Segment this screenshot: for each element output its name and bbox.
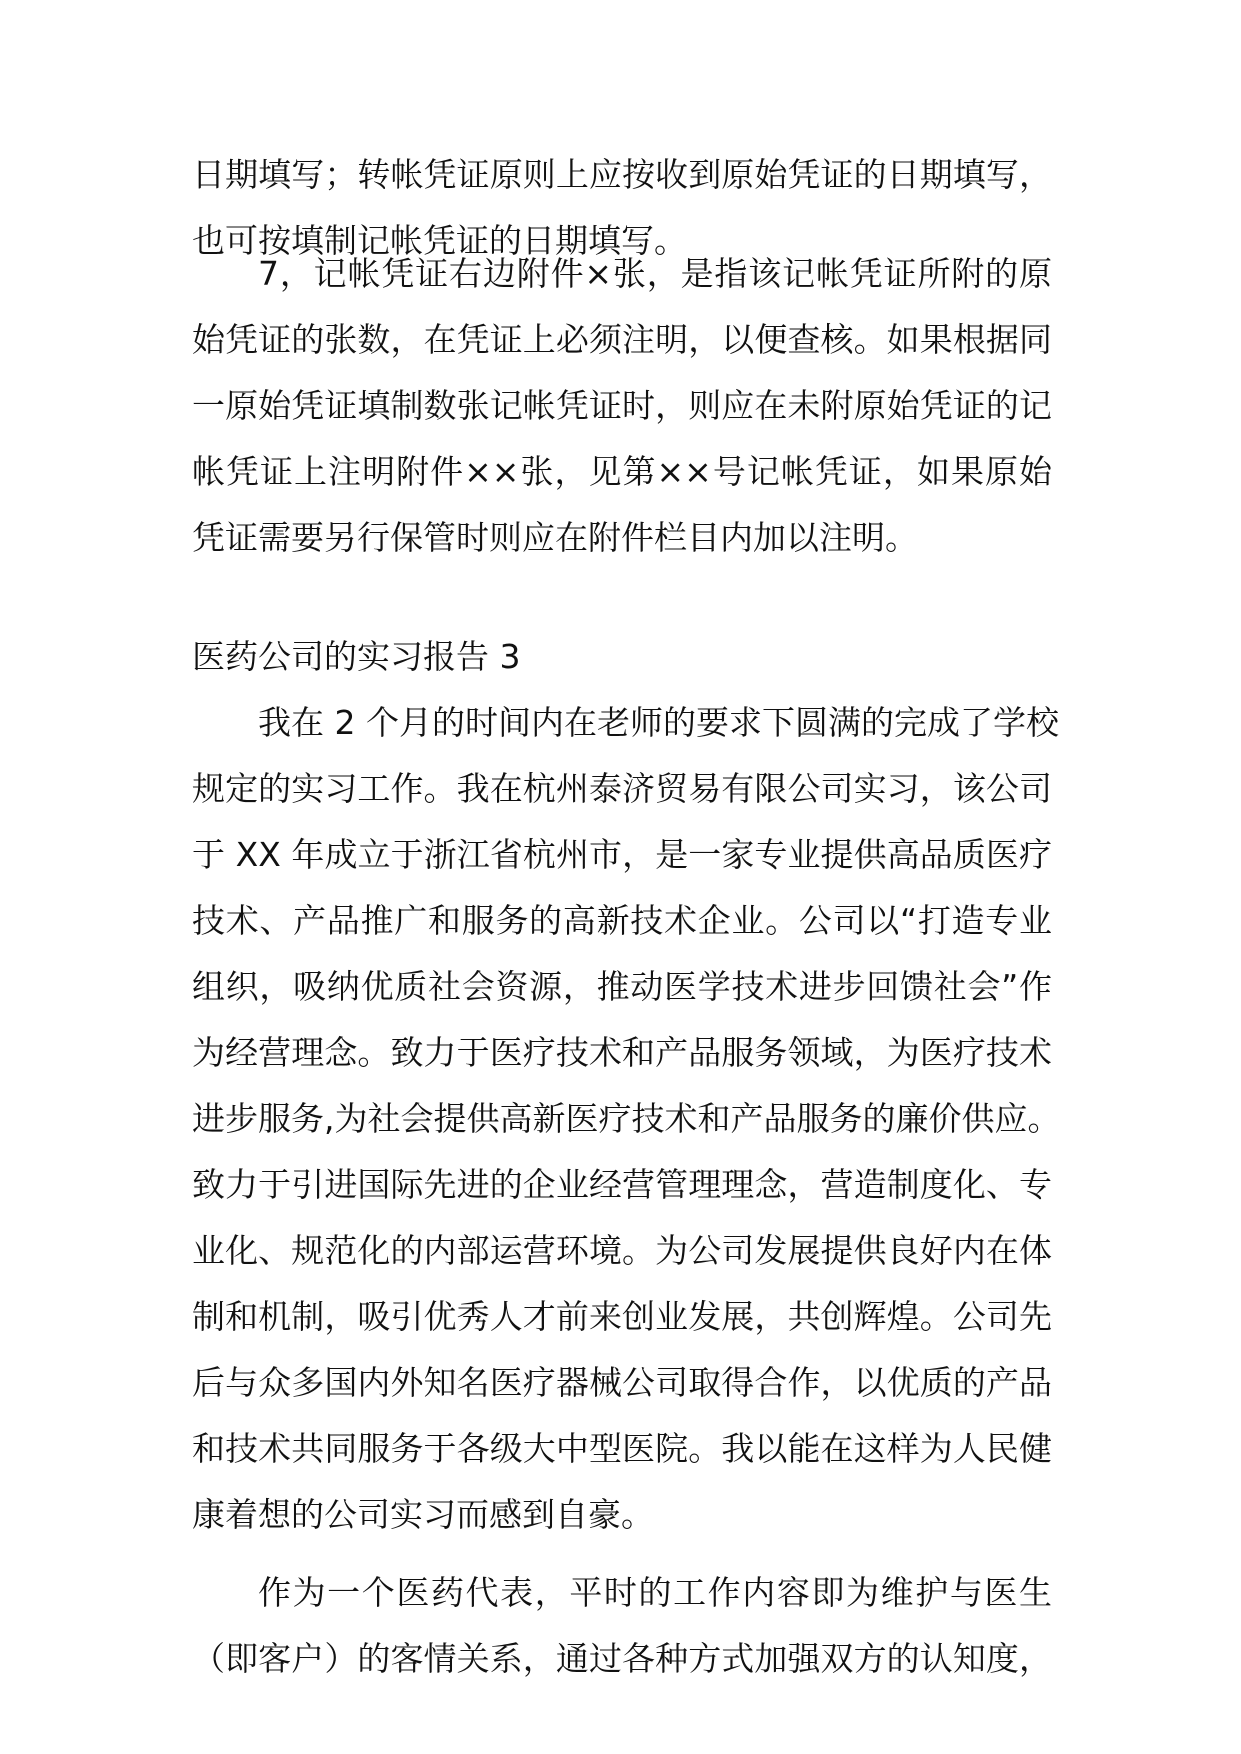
text-line: （即客户）的客情关系，通过各种方式加强双方的认知度，: [192, 1639, 1052, 1678]
text-line: 后与众多国内外知名医疗器械公司取得合作，以优质的产品: [192, 1363, 1052, 1402]
text-line: 始凭证的张数，在凭证上必须注明，以便查核。如果根据同: [192, 320, 1052, 359]
section-heading: 医药公司的实习报告 3: [192, 637, 521, 676]
text-line: 制和机制，吸引优秀人才前来创业发展，共创辉煌。公司先: [192, 1297, 1052, 1336]
text-line: 业化、规范化的内部运营环境。为公司发展提供良好内在体: [192, 1231, 1052, 1270]
text-line: 康着想的公司实习而感到自豪。: [192, 1495, 654, 1534]
text-line: 致力于引进国际先进的企业经营管理理念，营造制度化、专: [192, 1165, 1052, 1204]
text-line: 进步服务,为社会提供高新医疗技术和产品服务的廉价供应。: [192, 1099, 1061, 1138]
text-line: 凭证需要另行保管时则应在附件栏目内加以注明。: [192, 518, 918, 557]
item-7-paragraph: [192, 241, 1052, 571]
text-line: 我在 2 个月的时间内在老师的要求下圆满的完成了学校: [258, 703, 1059, 742]
text-line: 7，记帐凭证右边附件×张，是指该记帐凭证所附的原: [258, 254, 1052, 293]
text-line: 日期填写；转帐凭证原则上应按收到原始凭证的日期填写，: [192, 155, 1052, 194]
text-line: 于 XX 年成立于浙江省杭州市，是一家专业提供高品质医疗: [192, 835, 1052, 874]
section-3-paragraph-1: [192, 690, 1061, 1548]
text-line: 为经营理念。致力于医疗技术和产品服务领域，为医疗技术: [192, 1033, 1052, 1072]
text-line: 和技术共同服务于各级大中型医院。我以能在这样为人民健: [192, 1429, 1052, 1468]
text-line: 规定的实习工作。我在杭州泰济贸易有限公司实习，该公司: [192, 769, 1052, 808]
text-line: 也可按填制记帐凭证的日期填写。: [192, 221, 687, 260]
text-line: 组织，吸纳优质社会资源，推动医学技术进步回馈社会”作: [192, 967, 1052, 1006]
text-line: 技术、产品推广和服务的高新技术企业。公司以“打造专业: [192, 901, 1052, 940]
text-line: 帐凭证上注明附件××张，见第××号记帐凭证，如果原始: [192, 452, 1052, 491]
text-line: 作为一个医药代表，平时的工作内容即为维护与医生: [258, 1573, 1052, 1612]
section-3-paragraph-2: [192, 1560, 1052, 1692]
text-line: 一原始凭证填制数张记帐凭证时，则应在未附原始凭证的记: [192, 386, 1052, 425]
